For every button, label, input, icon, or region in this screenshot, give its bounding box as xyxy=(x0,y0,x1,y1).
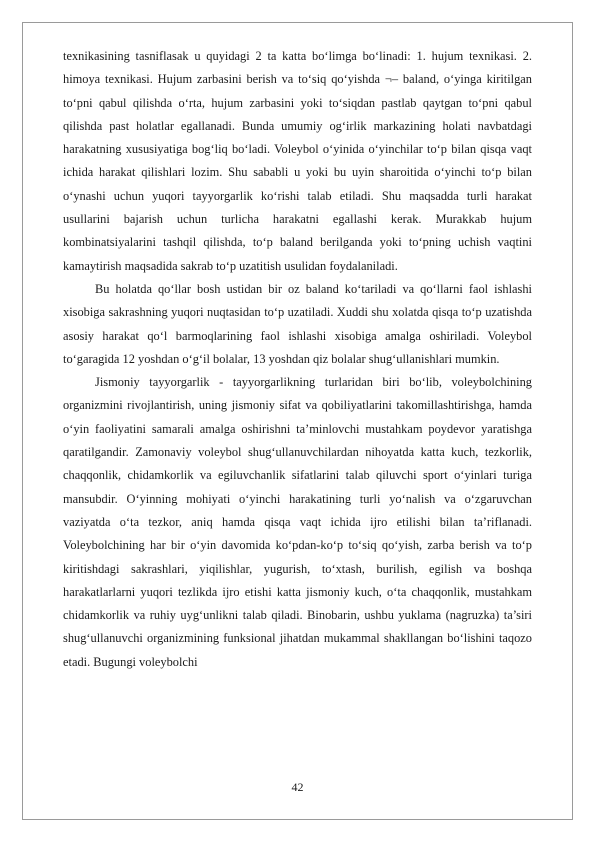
body-text xyxy=(63,45,532,674)
page-number: 42 xyxy=(291,780,304,794)
paragraph-1: texnikasining tasniflasak u quyidagi 2 ta katta bo‘limga bo‘linadi: 1. hujum texnikasi. 2. himoya texnikasi. Hujum zarbasini berish va to‘siq qo‘yishda ¬– baland, o‘yinga kiritilgan to‘pni qabul qilishda o‘rta, hujum zarbasini yoki to‘siqdan pastlab qaytgan to‘pni qabul qilishda past holatlar egallanadi. Bunda umumiy og‘irlik markazining holati navbatdagi harakatning xususiyatiga bog‘liq bo‘ladi. Voleybol o‘yinida o‘yinchilar to‘p bilan qisqa vaqt ichida harakat qilishlari lozim. Shu sababli u yoki bu uyin sharoitida o‘yinchi to‘p bilan o‘ynashi uchun yuqori tayyorgarlik ko‘rishi talab etiladi. Shu maqsadda turli harakat usullarini bajarish uchun turlicha harakatni egallashi kerak. Murakkab hujum kombinatsiyalarini tashqil qilishda, to‘p baland berilganda yoki to‘pning uchish vaqtini kamaytirish maqsadida sakrab to‘p uzatitish usulidan foydalaniladi. xyxy=(63,49,532,273)
paragraph-3: Jismoniy tayyorgarlik - tayyorgarlikning turlaridan biri bo‘lib, voleybolchining organizmini rivojlantirish, uning jismoniy sifat va qobiliyatlarini takomillashtirishga, hamda o‘yin faoliyatini samarali amalga oshirishni ta’minlovchi mustahkam poydevor yaratishga qaratilgandir. Zamonaviy voleybol shug‘ullanuvchilardan nihoyatda katta kuch, tezkorlik, chaqqonlik, chidamkorlik va egiluvchanlik sifatlarini talab qiluvchi sport o‘yinlari turiga mansubdir. O‘yinning mohiyati o‘yinchi harakatining turli yo‘nalish va o‘zgaruvchan vaziyatda o‘ta tezkor, aniq hamda qisqa vaqt ichida ijro etilishi bilan ta’riflanadi. Voleybolchining har bir o‘yin davomida ko‘pdan-ko‘p to‘siq qo‘yish, zarba berish va to‘p kiritishdagi sakrashlari, yiqilishlar, yugurish, to‘xtash, burilish, egilish va boshqa harakatlarlarni yuqori tezlikda ijro etishi katta jismoniy kuch, o‘ta chaqqonlik, mustahkam chidamkorlik va ruhiy uyg‘unlikni talab qiladi. Binobarin, ushbu yuklama (nagruzka) ta’siri shug‘ullanuvchi organizmining funksional jihatdan mukammal shakllangan bo‘lishini taqozo etadi. Bugungi voleybolchi xyxy=(63,375,532,669)
paragraph-2: Bu holatda qo‘llar bosh ustidan bir oz baland ko‘tariladi va qo‘llarni faol ishlashi xisobiga sakrashning yuqori nuqtasidan to‘p uzatiladi. Xuddi shu xolatda qisqa to‘p uzatishda asosiy harakat qo‘l barmoqlarining faol ishlashi xisobiga amalga oshiriladi. Voleybol to‘garagida 12 yoshdan o‘g‘il bolalar, 13 yoshdan qiz bolalar shug‘ullanishlari mumkin. xyxy=(63,281,532,366)
